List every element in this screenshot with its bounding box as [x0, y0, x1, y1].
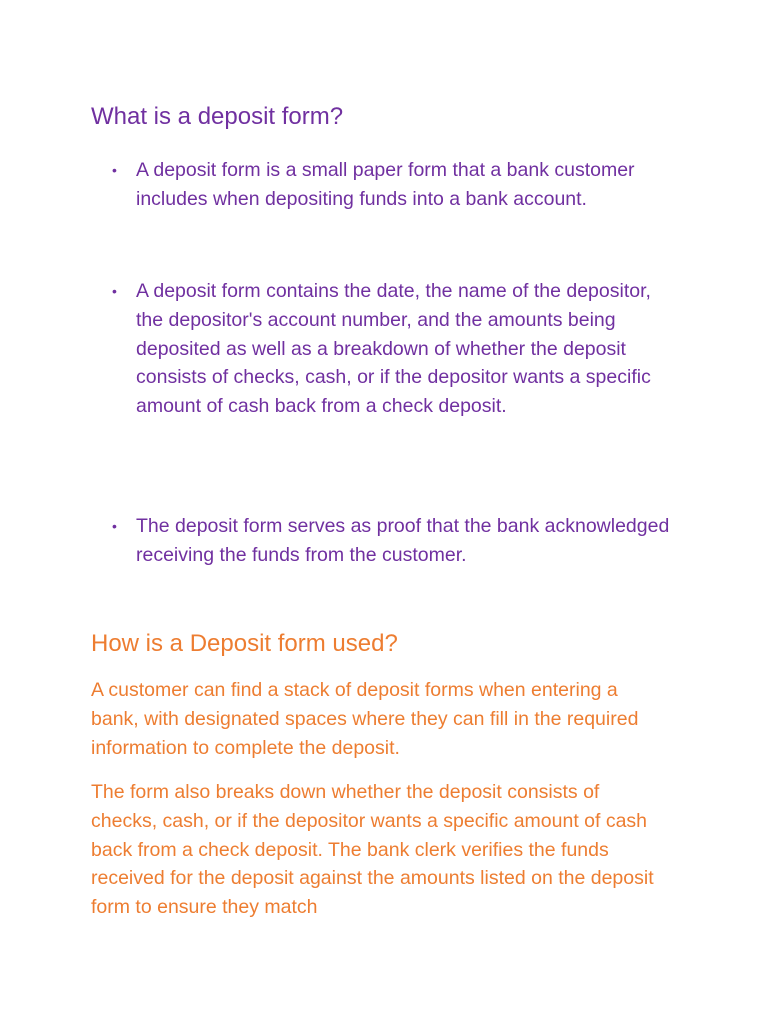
bullet-item [112, 512, 672, 570]
bullet-item [112, 277, 672, 421]
paragraph: The form also breaks down whether the deposit consists of checks, cash, or if the depositor wants a specific amount of cash back from a check deposit. The bank clerk verifies the funds received for the deposit against the amounts listed on the deposit form to ensure they match [91, 781, 654, 919]
section-heading-what-is-deposit-form: What is a deposit form? [91, 103, 344, 130]
bullet-icon: • [112, 283, 117, 299]
paragraph: A customer can find a stack of deposit forms when entering a bank, with designated spaces where they can fill in the required information to complete the deposit. [91, 679, 639, 759]
bullet-icon: • [112, 518, 117, 534]
bullet-text: A deposit form contains the date, the name of the depositor, the depositor's account number, and the amounts being deposited as well as a breakdown of whether the deposit consists of checks, cash, or if the depositor wants a specific amount of cash back from a check deposit. [136, 280, 651, 418]
bullet-text: A deposit form is a small paper form that a bank customer includes when depositing funds into a bank account. [136, 159, 635, 210]
bullet-text: The deposit form serves as proof that the bank acknowledged receiving the funds from the customer. [136, 515, 670, 566]
section-heading-how-is-deposit-form-used: How is a Deposit form used? [91, 630, 398, 657]
bullet-icon: • [112, 162, 117, 178]
bullet-item [112, 156, 672, 214]
